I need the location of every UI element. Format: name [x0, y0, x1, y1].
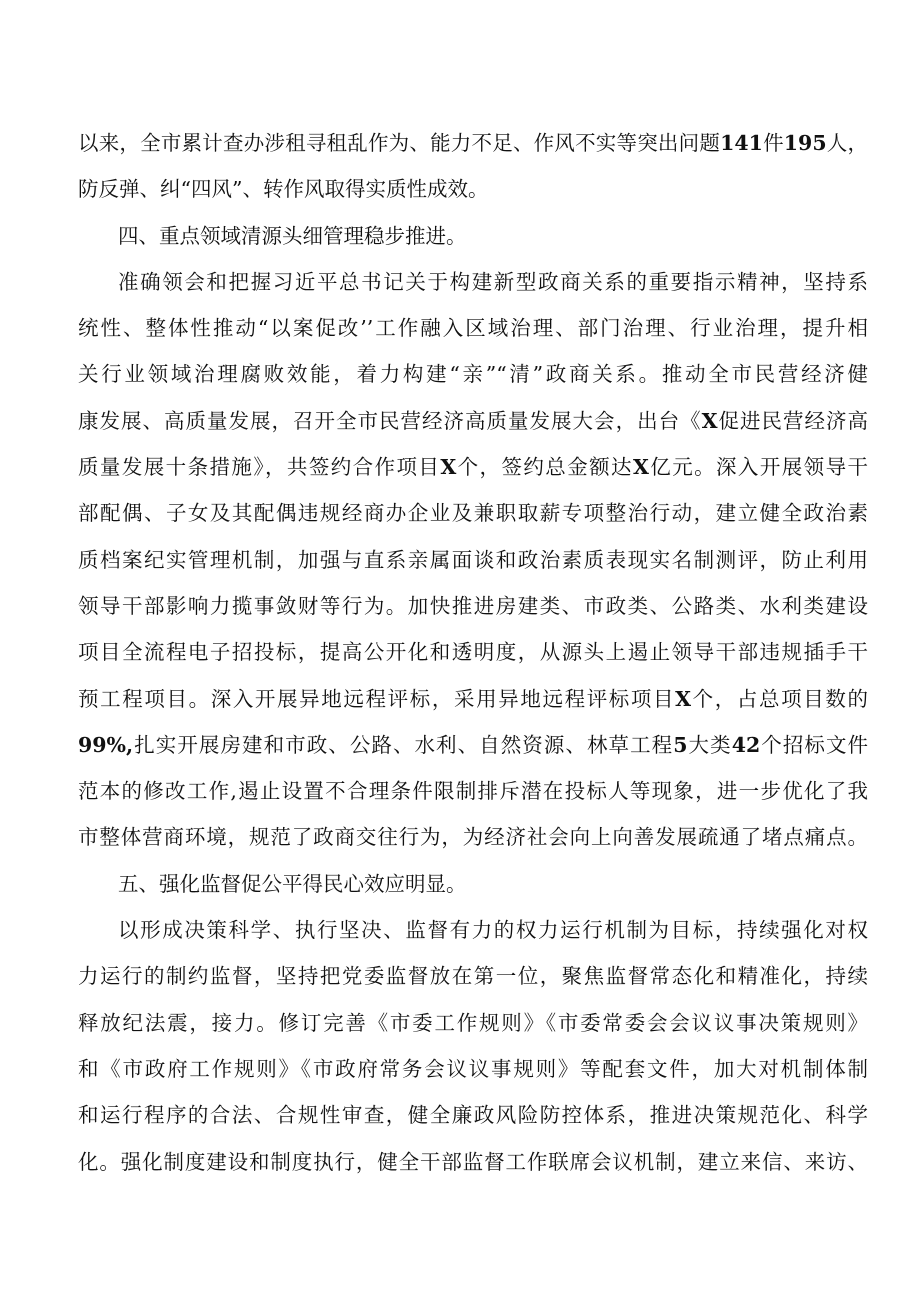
text-run: 准确领会和把握习近平总书记关于构建新型政商关系的重要指示精神，坚持系 — [118, 269, 868, 294]
text-line — [78, 722, 868, 768]
text-line — [78, 398, 868, 444]
paragraph — [78, 907, 868, 1185]
text-run: 以来，全市累计查办涉租寻租乱作为、能力不足、作风不实等突出问题 — [78, 131, 721, 155]
text-run: 康发展、高质量发展，召开全市民营经济高质量发展大会，出台《 — [78, 408, 702, 433]
text-run: 化。强化制度建设和制度执行，健全干部监督工作联席会议机制，建立来信、来访、 — [78, 1149, 868, 1174]
text-line — [78, 768, 868, 814]
text-run: 市整体营商环境，规范了政商交往行为，为经济社会向上向善发展疏通了堵点痛点。 — [78, 825, 868, 850]
text-line — [78, 953, 868, 999]
text-line — [78, 537, 868, 583]
text-line — [78, 1046, 868, 1092]
text-line — [78, 1000, 868, 1046]
text-line — [78, 814, 868, 860]
text-line — [78, 305, 868, 351]
text-run: 预工程项目。深入开展异地远程评标，采用异地远程评标项目 — [78, 686, 676, 711]
text-run: 领导干部影响力揽事敛财等行为。加快推进房建类、市政类、公路类、水利类建设 — [78, 593, 868, 618]
text-line — [78, 907, 868, 953]
text-run: 质量发展十条措施》，共签约合作项目 — [78, 455, 441, 480]
bold-number: X — [440, 455, 457, 480]
text-run: 关行业领域治理腐败效能，着力构建“亲”“清”政商关系。推动全市民营经济健 — [78, 362, 868, 387]
bold-number: 141 — [720, 131, 763, 155]
text-run: 促进民营经济高 — [717, 408, 869, 433]
text-run: 四、重点领域清源头细管理稳步推进。 — [118, 223, 467, 248]
text-run: 扎实开展房建和市政、公路、水利、自然资源、林草工程 — [133, 732, 674, 757]
text-line — [78, 213, 868, 259]
section-heading — [78, 861, 868, 907]
text-run: 个，签约总金额达 — [456, 455, 633, 480]
text-run: 和运行程序的合法、合规性审查，健全廉政风险防控体系，推进决策规范化、科学 — [78, 1103, 868, 1128]
text-line — [78, 490, 868, 536]
text-run: 项目全流程电子招投标，提高公开化和透明度，从源头上遏止领导干部违规插手干 — [78, 640, 868, 665]
text-run: 件 — [762, 131, 784, 155]
text-run: 质档案纪实管理机制，加强与直系亲属面谈和政治素质表现实名制测评，防止利用 — [78, 547, 868, 572]
text-line — [78, 676, 868, 722]
text-run: 范本的修改工作,遏止设置不合理条件限制排斥潜在投标人等现象，进一步优化了我 — [78, 779, 868, 804]
text-run: 统性、整体性推动“以案促改’’工作融入区域治理、部门治理、行业治理，提升相 — [78, 316, 868, 341]
text-line — [78, 1139, 868, 1185]
text-run: 亿元。深入开展领导干 — [648, 455, 869, 480]
text-line — [78, 861, 868, 907]
bold-number: X — [675, 686, 692, 711]
bold-number: 195 — [783, 131, 827, 155]
text-line — [78, 351, 868, 397]
text-run: 个，占总项目数的 — [691, 686, 868, 711]
text-run: 大类 — [687, 732, 732, 757]
text-line — [78, 120, 868, 166]
text-line — [78, 1092, 868, 1138]
bold-number: X — [632, 455, 649, 480]
bold-number: 99%, — [78, 732, 134, 757]
text-run: 部配偶、子女及其配偶违规经商办企业及兼职取薪专项整治行动，建立健全政治素 — [78, 501, 868, 526]
text-run: 和《市政府工作规则》《市政府常务会议议事规则》等配套文件，加大对机制体制 — [78, 1056, 868, 1081]
text-run: 人， — [826, 131, 869, 155]
bold-number: 42 — [731, 732, 761, 757]
paragraph — [78, 120, 868, 213]
section-heading — [78, 213, 868, 259]
text-run: 释放纪法震，接力。修订完善《市委工作规则》《市委常委会会议议事决策规则》 — [78, 1010, 868, 1035]
text-line — [78, 629, 868, 675]
paragraph — [78, 259, 868, 861]
bold-number: 5 — [673, 732, 688, 757]
text-line — [78, 166, 868, 212]
bold-number: X — [701, 408, 718, 433]
text-line — [78, 444, 868, 490]
text-run: 个招标文件 — [760, 732, 869, 757]
text-run: 防反弹、纠“四风”、转作风取得实质性成效。 — [78, 177, 489, 202]
text-line — [78, 259, 868, 305]
text-run: 以形成决策科学、执行坚决、监督有力的权力运行机制为目标，持续强化对权 — [118, 918, 868, 943]
text-line — [78, 583, 868, 629]
document-body — [78, 120, 868, 1185]
text-run: 力运行的制约监督，坚持把党委监督放在第一位，聚焦监督常态化和精准化，持续 — [78, 964, 868, 989]
text-run: 五、强化监督促公平得民心效应明显。 — [118, 871, 467, 896]
